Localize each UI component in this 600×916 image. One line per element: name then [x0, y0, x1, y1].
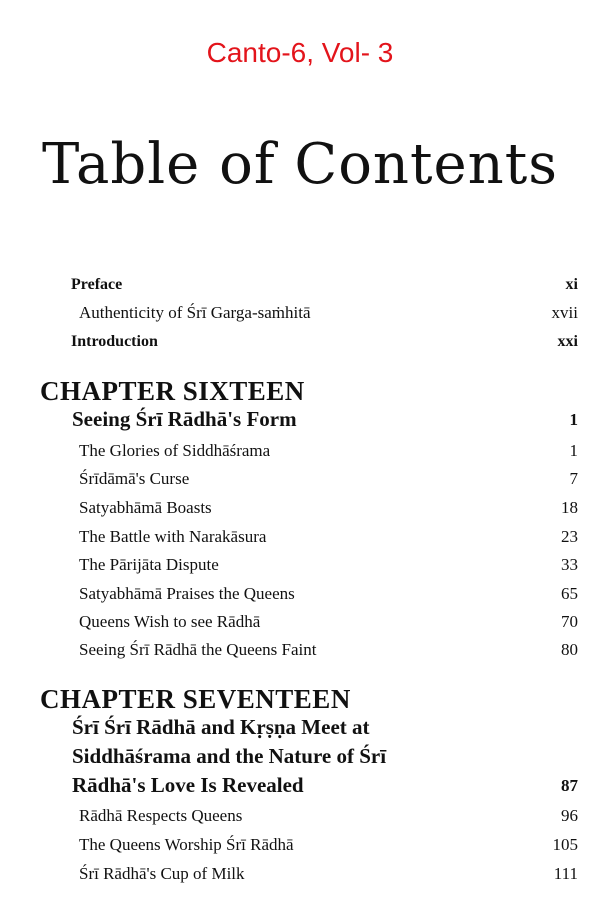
entry-title: Satyabhāmā Boasts — [79, 498, 212, 517]
entry-page: xvii — [551, 303, 578, 322]
toc-entry — [0, 584, 600, 610]
chapter-heading-page: 1 — [569, 410, 578, 429]
toc-entry — [0, 555, 600, 581]
chapter-heading-line: Rādhā's Love Is Revealed — [72, 773, 304, 797]
chapter-heading-line: Śrī Śrī Rādhā and Kṛṣṇa Meet at — [72, 715, 370, 739]
entry-page: xxi — [557, 333, 578, 350]
page-title: Table of Contents — [42, 132, 558, 197]
entry-title: Rādhā Respects Queens — [79, 806, 243, 825]
chapter-heading — [0, 744, 600, 772]
entry-page: xi — [565, 276, 578, 293]
canto-volume-label: Canto-6, Vol- 3 — [206, 37, 394, 68]
entry-title: Introduction — [71, 333, 158, 350]
toc-entry — [0, 640, 600, 666]
toc-entry — [0, 441, 600, 467]
entry-page: 1 — [569, 441, 578, 460]
entry-title: Satyabhāmā Praises the Queens — [79, 584, 295, 603]
entry-page: 65 — [561, 584, 578, 603]
entry-title: The Queens Worship Śrī Rādhā — [79, 835, 294, 854]
chapter-label-text: CHAPTER SIXTEEN — [40, 376, 305, 406]
entry-page: 23 — [561, 527, 578, 546]
toc-entry — [0, 806, 600, 832]
chapter-label — [0, 684, 600, 718]
toc-entry — [0, 864, 600, 890]
entry-title: Śrī Rādhā's Cup of Milk — [79, 864, 245, 883]
entry-title: Preface — [71, 276, 123, 293]
chapter-label — [0, 376, 600, 410]
toc-entry — [0, 527, 600, 553]
chapter-label-text: CHAPTER SEVENTEEN — [40, 684, 351, 714]
entry-page: 70 — [561, 612, 578, 631]
chapter-heading — [0, 715, 600, 743]
toc-entry — [0, 612, 600, 638]
entry-page: 96 — [561, 806, 578, 825]
toc-entry-introduction — [0, 333, 600, 359]
entry-title: Queens Wish to see Rādhā — [79, 612, 261, 631]
toc-entry — [0, 498, 600, 524]
entry-page: 7 — [569, 469, 578, 488]
entry-title: The Battle with Narakāsura — [79, 527, 267, 546]
chapter-heading — [0, 773, 600, 801]
entry-page: 111 — [553, 864, 578, 883]
entry-page: 33 — [561, 555, 578, 574]
entry-page: 80 — [561, 640, 578, 659]
toc-entry — [0, 835, 600, 861]
entry-title: Authenticity of Śrī Garga-saṁhitā — [79, 303, 311, 322]
entry-title: The Glories of Siddhāśrama — [79, 441, 271, 460]
entry-page: 18 — [561, 498, 578, 517]
entry-title: Seeing Śrī Rādhā the Queens Faint — [79, 640, 317, 659]
toc-entry-authenticity — [0, 303, 600, 329]
chapter-heading-page: 87 — [561, 776, 578, 795]
toc-entry-preface — [0, 276, 600, 302]
chapter-heading — [0, 407, 600, 437]
entry-title: Śrīdāmā's Curse — [79, 469, 190, 488]
chapter-heading-line: Seeing Śrī Rādhā's Form — [72, 407, 297, 431]
entry-title: The Pārijāta Dispute — [79, 555, 219, 574]
toc-entry — [0, 469, 600, 495]
entry-page: 105 — [552, 835, 578, 854]
chapter-heading-line: Siddhāśrama and the Nature of Śrī — [72, 744, 387, 768]
